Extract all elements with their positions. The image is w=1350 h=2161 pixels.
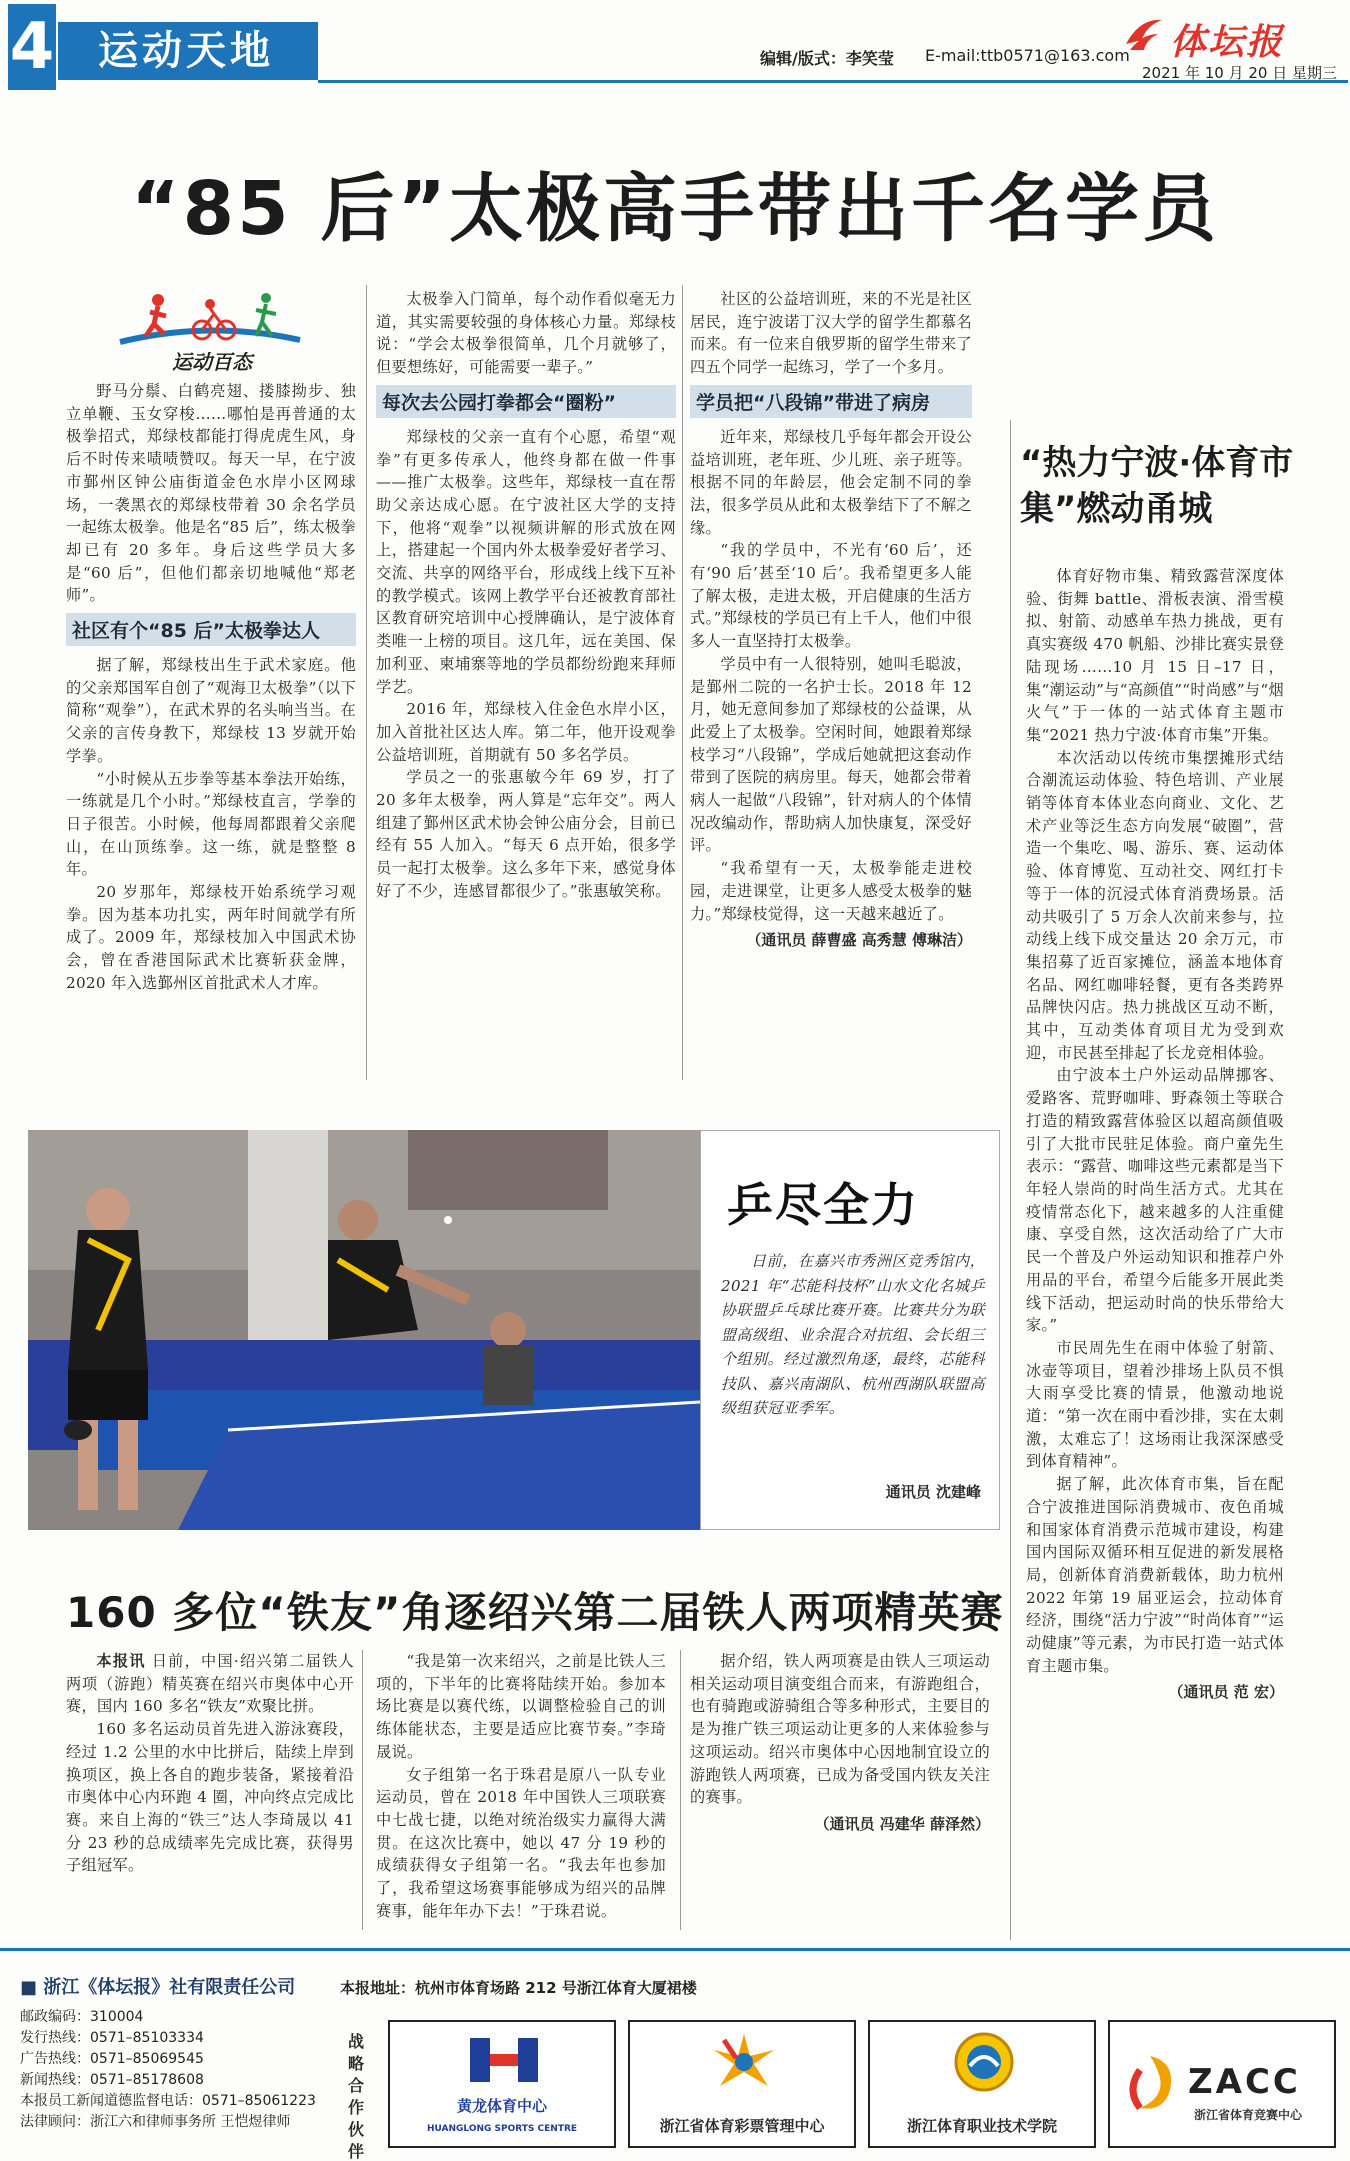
taiji-para: “小时候从五步拳等基本拳法开始练，一练就是几个小时。”郑绿枝直言，学拳的日子很苦。小时候，他每周都跟着父亲爬山，在山顶练拳。这一练，就是整整 8 年。 bbox=[66, 769, 356, 879]
taiji-intro: 野马分鬃、白鹤亮翅、搂膝拗步、独立单鞭、玉女穿梭……哪怕是再普通的太极拳招式，郑绿枝都能打得虎虎生风，身后不时传来啧啧赞叹。每天一早，在宁波市鄞州区钟公庙街道金色水岸小区网球场，一袭黑衣的郑绿枝带着 30 余名学员一起练太极拳。他是名“85 后”，练太极拳却已有 20 多年。身后这些学员大多是“60 后”，但他们都亲切地喊他“郑老师”。 bbox=[66, 382, 356, 605]
triathlon-column-1 bbox=[66, 1650, 354, 1940]
partner-subname: 浙江省体育竞赛中心 bbox=[1194, 2108, 1303, 2122]
taiji-para: 据了解，郑绿枝出生于武术家庭。他的父亲郑国军自创了“观海卫太极拳”（以下简称“观拳”），在武术界的名头响当当。在父亲的言传身教下，郑绿枝 13 岁就开始学拳。 bbox=[66, 656, 356, 765]
taiji-para: “我希望有一天，太极拳能走进校园，走进课堂，让更多人感受太极拳的魅力。”郑绿枝觉得，这一天越来越近了。 bbox=[690, 859, 972, 923]
market-para: 据了解，此次体育市集，旨在配合宁波推进国际消费城市、夜色甬城和国家体育消费示范城市建设，构建国内国际双循环相互促进的新发展格局，创新体育消费新载体，助力杭州 2022 年第 19 届亚运会，拉动体育经济，围绕“活力宁波”“时尚体育”“运动健康”等元素，为市民打造一站式体育主题市集。 bbox=[1026, 1475, 1284, 1675]
torch-icon bbox=[1120, 14, 1166, 56]
market-para: 由宁波本土户外运动品牌挪客、爱路客、荒野咖啡、野森领土等联合打造的精致露营体验区以超高颜值吸引了大批市民驻足体验。商户童先生表示：“露营、咖啡这些元素都是当下年轻人崇尚的时尚生活方式。尤其在疫情常态化下，越来越多的人注重健康、享受自然，这次活动给了广大市民一个普及户外运动知识和推荐户外用品的平台，希望今后能多开展此类线下活动，把运动时尚的快乐带给大家。” bbox=[1026, 1066, 1284, 1335]
photo-caption-credit: 通讯员 沈建峰 bbox=[885, 1483, 981, 1501]
triathlon-column-3 bbox=[690, 1650, 990, 1940]
lottery-logo-icon bbox=[704, 2030, 784, 2092]
issue-date: 2021 年 10 月 20 日 星期三 bbox=[1142, 64, 1337, 82]
footer-postcode: 邮政编码：310004 bbox=[20, 2009, 144, 2025]
partner-name: 浙江体育职业技术学院 bbox=[906, 2117, 1057, 2135]
photo-caption-box bbox=[700, 1130, 1000, 1530]
table-tennis-illustration bbox=[28, 1130, 700, 1530]
taiji-para: 学员之一的张惠敏今年 69 岁，打了 20 多年太极拳，两人算是“忘年交”。两人组建了鄞州区武术协会钟公庙分会，目前已经有 55 人加入。“每天 6 点开始，很多学员一起打太极拳。这么多年下来，感觉身体好了不少，连感冒都很少了。”张惠敏笑称。 bbox=[376, 768, 676, 900]
taiji-para: “我的学员中，不光有‘60 后’，还有‘90 后’甚至‘10 后’。我希望更多人能了解太极，走进太极，开启健康的生活方式。”郑绿枝的学员已有上千人，他们中很多人一直坚持打太极拳。 bbox=[690, 541, 972, 651]
partner-logo-lottery bbox=[628, 2020, 856, 2148]
column-logo-label: 运动百态 bbox=[172, 350, 252, 374]
taiji-subhead-2: 每次去公园打拳都会“圈粉” bbox=[376, 385, 676, 418]
partner-subname: HUANGLONG SPORTS CENTRE bbox=[426, 2124, 578, 2134]
taiji-para: 郑绿枝的父亲一直有个心愿，希望“观拳”有更多传承人，他终身都在做一件事——推广太极拳。这些年，郑绿枝一直在帮助父亲达成心愿。在宁波社区大学的支持下，他将“观拳”以视频讲解的形式放在网上，搭建起一个国内外太极拳爱好者学习、交流、共享的网络平台，形成线上线下互补的教学模式。该网上教学平台还被教育部社区教育研究培训中心授牌确认，是宁波体育类唯一上榜的项目。这几年，远在美国、保加利亚、柬埔寨等地的学员都纷纷跑来拜师学艺。 bbox=[376, 427, 676, 696]
footer-address: 本报地址：杭州市体育场路 212 号浙江体育大厦裙楼 bbox=[340, 1979, 697, 1997]
taiji-para: 学员中有一人很特别，她叫毛聪波，是鄞州二院的一名护士长。2018 年 12 月，她无意间参加了郑绿枝的公益课，从此爱上了太极拳。空闲时间，她跟着郑绿枝学习“八段锦”，学成后她就把这套动作带到了医院的病房里。每天，她都会带着病人一起做“八段锦”，针对病人的个体情况改编动作，帮助病人加快康复，深受好评。 bbox=[690, 654, 972, 855]
masthead-title: 体坛报 bbox=[1170, 21, 1285, 63]
triathlon-para: “我是第一次来绍兴，之前是比铁人三项的，下半年的比赛将陆续开始。参加本场比赛是以赛代练，以调整检验自己的训练体能状态，主要是适应比赛节奏。”李琦晟说。 bbox=[376, 1652, 666, 1761]
partner-logo-zacc bbox=[1108, 2020, 1336, 2148]
sports-figures-icon bbox=[110, 290, 310, 350]
footer-supervise: 本报员工新闻道德监督电话：0571–85061223 bbox=[20, 2093, 316, 2109]
market-column bbox=[1026, 565, 1284, 1935]
taiji-para: 2016 年，郑绿枝入住金色水岸小区，加入首批社区达人库。第二年，他开设观拳公益培训班，首期就有 50 多名学员。 bbox=[376, 700, 676, 764]
taiji-para: 近年来，郑绿枝几乎每年都会开设公益培训班，老年班、少儿班、亲子班等。根据不同的年龄层，他会定制不同的拳法，很多学员从此和太极拳结下了不解之缘。 bbox=[690, 427, 972, 537]
page-number: 4 bbox=[8, 4, 56, 90]
market-para: 市民周先生在雨中体验了射箭、冰壶等项目，望着沙排场上队员不惧大雨享受比赛的情景，他激动地说道：“第一次在雨中看沙排，实在太刺激，太难忘了！这场雨让我深深感受到体育精神”。 bbox=[1026, 1338, 1284, 1471]
market-para: 体育好物市集、精致露营深度体验、街舞 battle、滑板表演、滑雪模拟、射箭、动感单车热力挑战，更有真实赛级 470 帆船、沙排比赛实景登陆现场……10 月 15 日–17 日，集“潮运动”与“高颜值”“时尚感”与“烟火气”于一体的一站式体育主题市集“2021 热力宁波·体育市集”开集。 bbox=[1026, 567, 1284, 744]
photo-caption-text: 日前，在嘉兴市秀洲区竞秀馆内，2021 年“芯能科技杯”山水文化名城乒协联盟乒乓球比赛开赛。比赛共分为联盟高级组、业余混合对抗组、会长组三个组别。经过激烈角逐，最终，芯能科技队、嘉兴南湖队、杭州西湖队联盟高级组获冠亚季军。 bbox=[721, 1252, 985, 1417]
partner-name: 浙江省体育彩票管理中心 bbox=[659, 2117, 825, 2135]
partner-logo-huanglong bbox=[388, 2020, 616, 2148]
taiji-para: 社区的公益培训班，来的不光是社区居民，连宁波诺丁汉大学的留学生都慕名而来。有一位来自俄罗斯的留学生带来了四五个同学一起练习，学了一个多月。 bbox=[690, 290, 972, 377]
triathlon-credit: （通讯员 冯建华 薛泽然） bbox=[814, 1814, 990, 1833]
footer-lawyer: 法律顾问：浙江六和律师事务所 王恺煜律师 bbox=[20, 2114, 291, 2130]
footer-contacts bbox=[20, 2007, 340, 2133]
partner-logo-college bbox=[868, 2020, 1096, 2148]
triathlon-para: 160 多名运动员首先进入游泳赛段，经过 1.2 公里的水中比拼后，陆续上岸到换项区，换上各自的跑步装备，紧接着沿市奥体中心内环跑 4 圈，冲向终点完成比赛。来自上海的“铁三”达人李琦晟以 41 分 23 秒的总成绩率先完成比赛，获得男子组冠军。 bbox=[66, 1720, 354, 1875]
taiji-credit: （通讯员 薛曹盛 高秀慧 傅琳洁） bbox=[746, 931, 972, 950]
table-tennis-photo bbox=[28, 1130, 700, 1530]
taiji-para: 20 岁那年，郑绿枝开始系统学习观拳。因为基本功扎实，两年时间就学有所成了。2009 年，郑绿枝加入中国武术协会，曾在香港国际武术比赛斩获金牌，2020 年入选鄞州区首批武术人才库。 bbox=[66, 883, 356, 992]
taiji-subhead-1: 社区有个“85 后”太极拳达人 bbox=[66, 613, 356, 646]
column-logo bbox=[110, 290, 310, 374]
taiji-column-3 bbox=[690, 288, 972, 1088]
masthead-logo bbox=[1120, 14, 1345, 63]
market-para: 本次活动以传统市集摆摊形式结合潮流运动体验、特色培训、产业展销等体育本体业态向商业、文化、艺术产业等泛生态方向发展“破圈”，营造一个集吃、喝、游乐、赛、运动体验、体育博览、互动社交、网红打卡等于一体的沉浸式体育消费场景。活动共吸引了 5 万余人次前来参与，拉动线上线下成交量达 20 余万元，市集招募了近百家摊位，涵盖本地体育名品、网红咖啡轻餐，更有各类跨界品牌快闪店。热力挑战区互动不断，其中，互动类体育项目尤为受到欢迎，市民甚至排起了长龙竞相体验。 bbox=[1026, 748, 1284, 1062]
zacc-logo-icon bbox=[1120, 2050, 1180, 2120]
photo-caption-title: 乒尽全力 bbox=[727, 1178, 919, 1232]
triathlon-para: 女子组第一名于珠君是原八一队专业运动员，曾在 2018 年中国铁人三项联赛中七战七捷，以绝对统治级实力赢得大满贯。在这次比赛中，她以 47 分 19 秒的成绩获得女子组第一名。“我去年也参加了，我希望这场赛事能够成为绍兴的品牌赛事，能年年办下去！”于珠君说。 bbox=[376, 1765, 666, 1920]
triathlon-lead-text: 日前，中国·绍兴第二届铁人两项（游跑）精英赛在绍兴市奥体中心开赛，国内 160 多名“铁友”欢聚比拼。 bbox=[66, 1652, 354, 1716]
taiji-subhead-3: 学员把“八段锦”带进了病房 bbox=[690, 385, 972, 418]
footer-hotline: 新闻热线：0571–85178608 bbox=[20, 2072, 204, 2088]
footer-hotline: 广告热线：0571–85069545 bbox=[20, 2051, 204, 2067]
taiji-column-2 bbox=[376, 288, 676, 1088]
headline-ningbo-market: “热力宁波·体育市集”燃动甬城 bbox=[1020, 443, 1294, 529]
huanglong-logo-icon bbox=[464, 2032, 544, 2088]
college-emblem-icon bbox=[944, 2028, 1024, 2094]
editor-email: E-mail:ttb0571@163.com bbox=[925, 46, 1130, 65]
taiji-para: 太极拳入门简单，每个动作看似毫无力道，其实需要较强的身体核心力量。郑绿枝说：“学会太极拳很简单，几个月就够了，但要想练好，可能需要一辈子。” bbox=[376, 290, 676, 377]
partner-label: 战略合作伙伴 bbox=[347, 2032, 364, 2161]
editor-credit: 编辑/版式：李笑莹 bbox=[760, 49, 894, 68]
triathlon-column-2 bbox=[376, 1650, 666, 1940]
triathlon-para bbox=[66, 1650, 354, 1718]
triathlon-para: 据介绍，铁人两项赛是由铁人三项运动相关运动项目演变组合而来，有游跑组合，也有骑跑或游骑组合等多种形式，主要目的是为推广铁三项运动让更多的人来体验参与这项运动。绍兴市奥体中心因地制宜设立的游跑铁人两项赛，已成为备受国内铁友关注的赛事。 bbox=[690, 1652, 990, 1807]
section-title: 运动天地 bbox=[58, 22, 318, 80]
footer-hotline: 发行热线：0571–85103334 bbox=[20, 2030, 204, 2046]
triathlon-lead: 本报讯 bbox=[96, 1652, 146, 1670]
headline-taiji: “85 后”太极高手带出千名学员 bbox=[130, 166, 1219, 252]
partner-name: 黄龙体育中心 bbox=[456, 2097, 547, 2115]
footer-company: ■ 浙江《体坛报》社有限责任公司 bbox=[20, 1977, 296, 1998]
taiji-column-1 bbox=[66, 380, 356, 1090]
headline-triathlon: 160 多位“铁友”角逐绍兴第二届铁人两项精英赛 bbox=[66, 1588, 1004, 1637]
market-credit: （通讯员 范 宏） bbox=[1168, 1683, 1284, 1702]
partner-name: ZACC bbox=[1188, 2062, 1301, 2102]
